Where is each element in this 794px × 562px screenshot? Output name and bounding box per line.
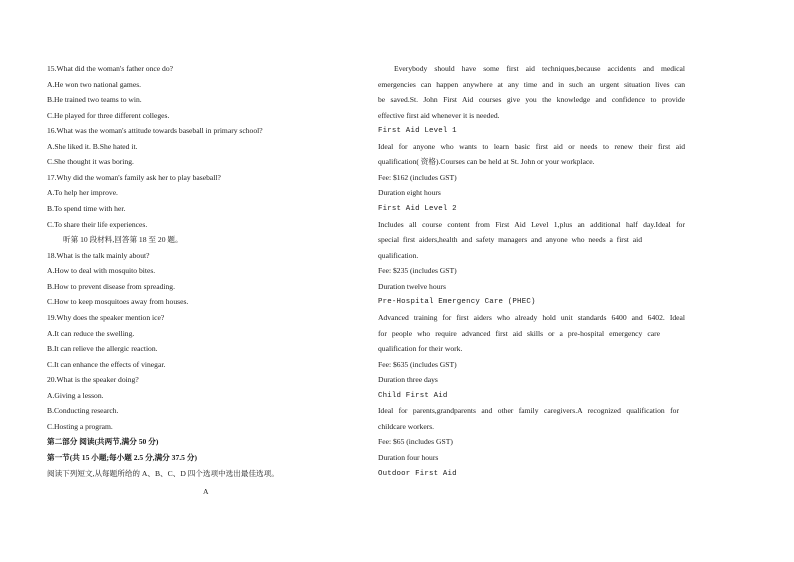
level1-duration: Duration eight hours (378, 188, 441, 197)
level1-desc-2: qualification( 资格).Courses can be held at St. John or your workplace. (378, 157, 595, 166)
phec-desc-1: Advanced training for first aiders who already hold unit standards 6400 and 6402. Ideal (378, 313, 685, 322)
option-20b: B.Conducting research. (47, 406, 119, 415)
intro-line-3: be saved.St. John First Aid courses give you the knowledge and confidence to provide (378, 95, 685, 104)
level1-desc-1: Ideal for anyone who wants to learn basic first aid or needs to renew their first aid (378, 142, 685, 151)
course-title-outdoor: Outdoor First Aid (378, 470, 457, 478)
phec-fee: Fee: $635 (includes GST) (378, 360, 457, 369)
option-20c: C.Hosting a program. (47, 422, 113, 431)
option-15a: A.He won two national games. (47, 80, 142, 89)
course-title-level2: First Aid Level 2 (378, 205, 457, 213)
option-19c: C.It can enhance the effects of vinegar. (47, 360, 166, 369)
level2-desc-1: Includes all course content from First Aid Level 1,plus an additional half day.Ideal for (378, 220, 685, 229)
level2-fee: Fee: $235 (includes GST) (378, 266, 457, 275)
phec-duration: Duration three days (378, 375, 438, 384)
option-19b: B.It can relieve the allergic reaction. (47, 344, 158, 353)
level2-desc-3: qualification. (378, 251, 419, 260)
question-15: 15.What did the woman's father once do? (47, 64, 173, 73)
course-title-level1: First Aid Level 1 (378, 127, 457, 135)
option-20a: A.Giving a lesson. (47, 391, 104, 400)
child-desc-2: childcare workers. (378, 422, 435, 431)
option-17b: B.To spend time with her. (47, 204, 126, 213)
option-15c: C.He played for three different colleges. (47, 111, 170, 120)
phec-desc-3: qualification for their work. (378, 344, 463, 353)
child-desc-1: Ideal for parents,grandparents and other family caregivers.A recognized qualification for (378, 406, 679, 415)
question-20: 20.What is the speaker doing? (47, 375, 139, 384)
level2-desc-2: special first aiders,health and safety managers and anyone who needs a first aid (378, 235, 642, 244)
course-title-phec: Pre-Hospital Emergency Care (PHEC) (378, 298, 536, 306)
intro-line-1: Everybody should have some first aid techniques,because accidents and medical (394, 64, 685, 73)
passage-label: A (203, 487, 209, 496)
listening-instruction: 听第 10 段材料,回答第 18 至 20 题。 (63, 235, 183, 244)
question-19: 19.Why does the speaker mention ice? (47, 313, 165, 322)
question-16: 16.What was the woman's attitude towards baseball in primary school? (47, 126, 263, 135)
option-18b: B.How to prevent disease from spreading. (47, 282, 176, 291)
intro-line-2: emergencies can happen anywhere at any time and in such an urgent situation lives can (378, 80, 685, 89)
option-16ab: A.She liked it. B.She hated it. (47, 142, 138, 151)
option-19a: A.It can reduce the swelling. (47, 329, 135, 338)
phec-desc-2: for people who require advanced first aid skills or a pre-hospital emergency care (378, 329, 660, 338)
option-17c: C.To share their life experiences. (47, 220, 148, 229)
option-17a: A.To help her improve. (47, 188, 118, 197)
section-heading: 第二部分 阅读(共两节,满分 50 分) (47, 437, 159, 446)
course-title-child: Child First Aid (378, 392, 448, 400)
child-fee: Fee: $65 (includes GST) (378, 437, 453, 446)
level2-duration: Duration twelve hours (378, 282, 446, 291)
question-17: 17.Why did the woman's family ask her to play baseball? (47, 173, 221, 182)
option-18a: A.How to deal with mosquito bites. (47, 266, 156, 275)
reading-instruction: 阅读下列短文,从每题所给的 A、B、C、D 四个选项中选出最佳选项。 (47, 469, 279, 478)
option-15b: B.He trained two teams to win. (47, 95, 142, 104)
option-18c: C.How to keep mosquitoes away from houses. (47, 297, 189, 306)
intro-line-4: effective first aid whenever it is needed. (378, 111, 500, 120)
option-16c: C.She thought it was boring. (47, 157, 134, 166)
child-duration: Duration four hours (378, 453, 439, 462)
question-18: 18.What is the talk mainly about? (47, 251, 150, 260)
level1-fee: Fee: $162 (includes GST) (378, 173, 457, 182)
subsection-heading: 第一节(共 15 小题;每小题 2.5 分,满分 37.5 分) (47, 453, 197, 462)
